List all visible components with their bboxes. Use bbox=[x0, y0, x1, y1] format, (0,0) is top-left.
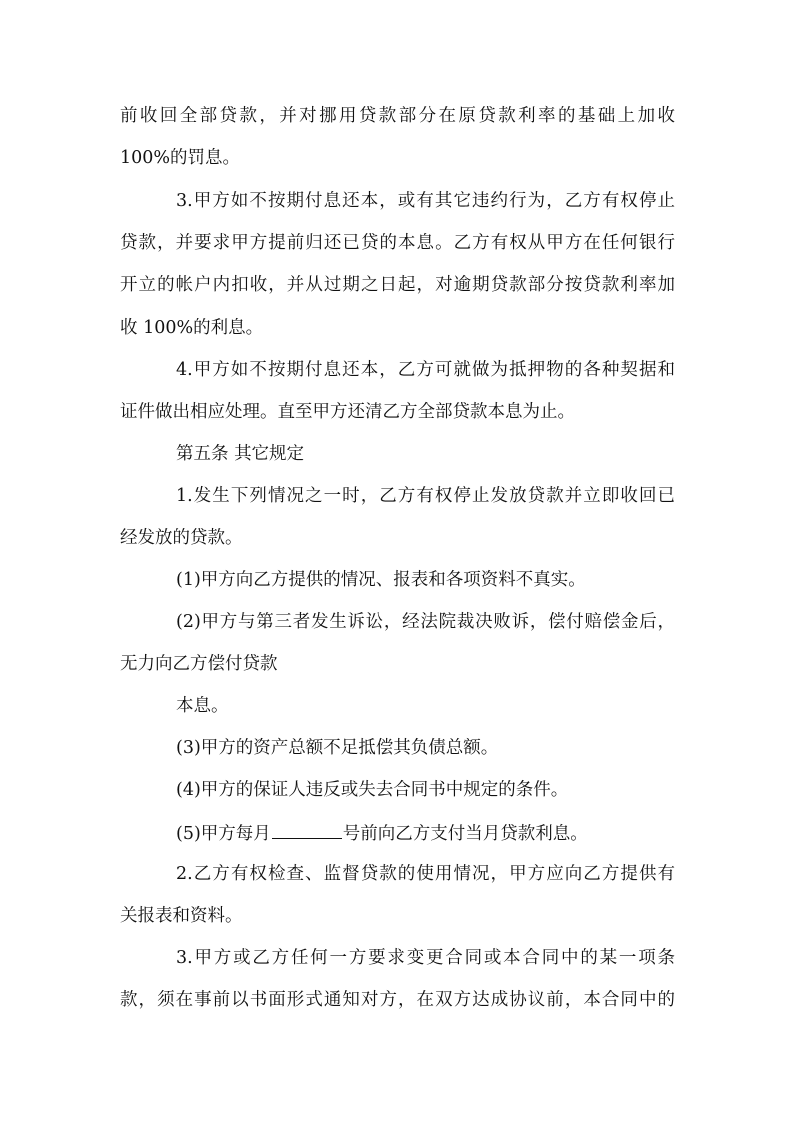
section-heading: 第五条 其它规定 bbox=[176, 444, 305, 464]
text-line: 3.甲方如不按期付息还本，或有其它违约行为，乙方有权停止 bbox=[176, 191, 675, 211]
text-line: 收 100%的利息。 bbox=[120, 318, 264, 338]
text-line: 1.发生下列情况之一时，乙方有权停止发放贷款并立即收回已 bbox=[176, 486, 675, 506]
text-line: 关报表和资料。 bbox=[120, 906, 243, 926]
text-fragment: 号前向乙方支付当月贷款利息。 bbox=[342, 824, 588, 844]
text-line: 经发放的贷款。 bbox=[120, 528, 243, 548]
text-line: 3.甲方或乙方任何一方要求变更合同或本合同中的某一项条 bbox=[176, 948, 675, 968]
text-line: 贷款，并要求甲方提前归还已贷的本息。乙方有权从甲方在任何银行 bbox=[120, 233, 675, 253]
text-line: 100%的罚息。 bbox=[120, 148, 241, 168]
text-line: (3)甲方的资产总额不足抵偿其负债总额。 bbox=[176, 738, 499, 758]
text-line: 2.乙方有权检查、监督贷款的使用情况，甲方应向乙方提供有 bbox=[176, 864, 675, 884]
text-line: 无力向乙方偿付贷款 bbox=[120, 654, 278, 674]
text-fragment: (5)甲方每月 bbox=[176, 824, 271, 844]
text-line bbox=[176, 820, 588, 846]
text-line: (2)甲方与第三者发生诉讼，经法院裁决败诉，偿付赔偿金后， bbox=[176, 612, 675, 632]
text-line: 证件做出相应处理。直至甲方还清乙方全部贷款本息为止。 bbox=[120, 402, 575, 422]
text-line: 本息。 bbox=[176, 696, 229, 716]
text-line: (1)甲方向乙方提供的情况、报表和各项资料不真实。 bbox=[176, 570, 586, 590]
text-line: 开立的帐户内扣收，并从过期之日起，对逾期贷款部分按贷款利率加 bbox=[120, 275, 675, 295]
text-line: 4.甲方如不按期付息还本，乙方可就做为抵押物的各种契据和 bbox=[176, 360, 675, 380]
text-line: 款，须在事前以书面形式通知对方，在双方达成协议前，本合同中的 bbox=[120, 990, 675, 1010]
fill-in-blank bbox=[272, 820, 342, 839]
text-line: 前收回全部贷款，并对挪用贷款部分在原贷款利率的基础上加收 bbox=[120, 106, 675, 126]
text-line: (4)甲方的保证人违反或失去合同书中规定的条件。 bbox=[176, 780, 569, 800]
